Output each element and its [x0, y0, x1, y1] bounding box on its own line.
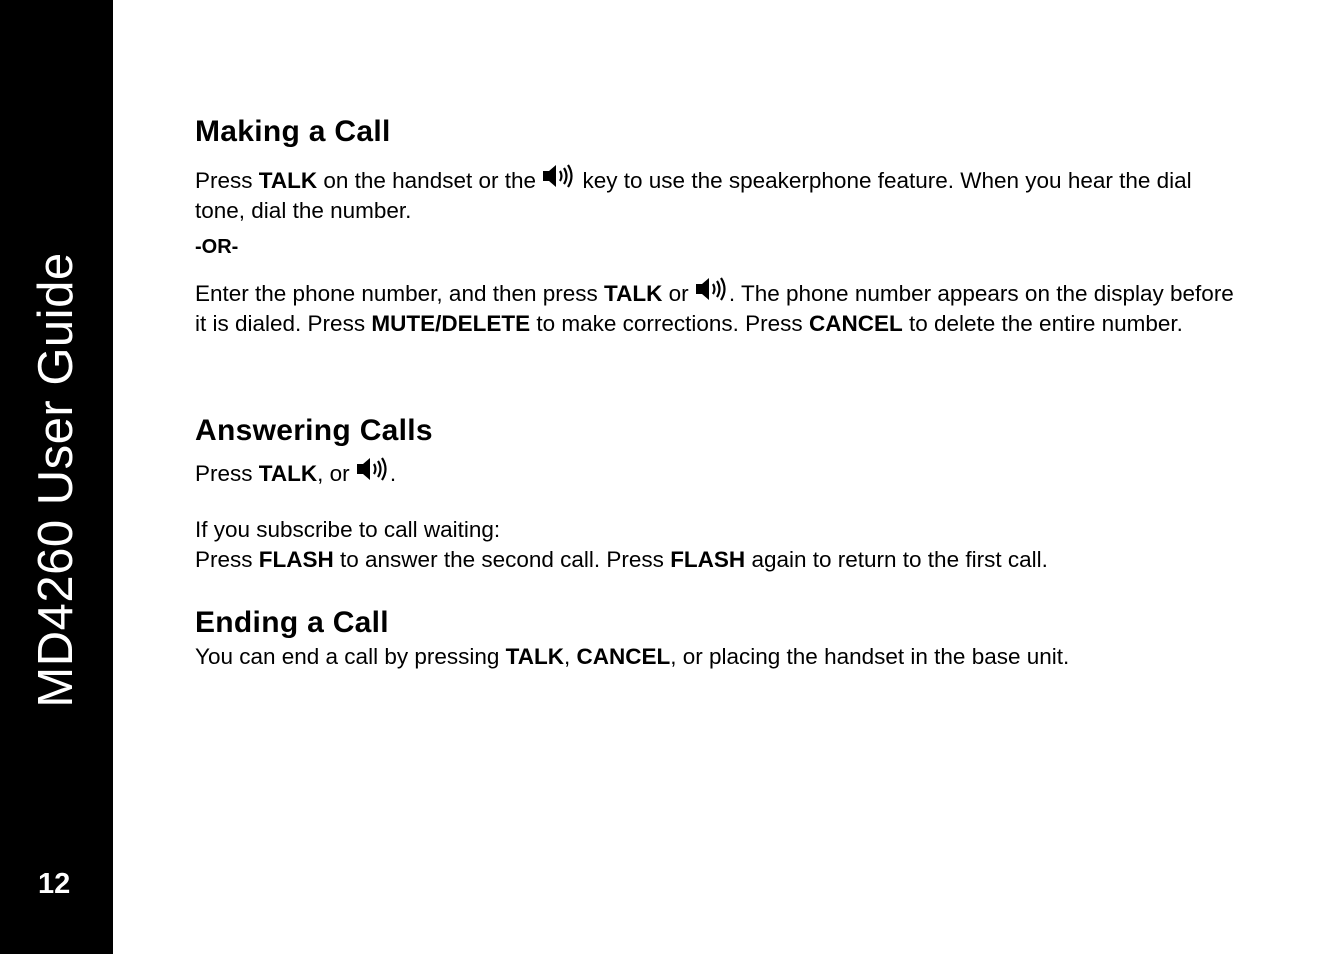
talk-key-label: TALK: [258, 168, 318, 193]
making-call-paragraph-1: [195, 163, 1235, 226]
text: or: [662, 281, 695, 306]
text: . The phone number appears on the display before it is dialed. Press: [195, 281, 1234, 336]
text: Enter the phone number, and then press: [195, 281, 605, 306]
speakerphone-icon: [542, 163, 576, 189]
text: Press: [195, 168, 259, 193]
answering-paragraph-2: If you subscribe to call waiting:: [195, 517, 501, 542]
heading-making-a-call: Making a Call: [195, 115, 391, 148]
text: on the handset or the: [317, 168, 543, 193]
text: to answer the second call. Press: [333, 547, 671, 572]
talk-key-label: TALK: [505, 644, 564, 669]
talk-key-label: TALK: [604, 281, 663, 306]
text: ,: [563, 644, 577, 669]
guide-title: MD4260 User Guide: [29, 252, 83, 708]
flash-key-label: FLASH: [670, 547, 746, 572]
or-separator: -OR-: [195, 236, 239, 258]
text: to make corrections. Press: [530, 311, 809, 336]
answering-paragraph-3: [195, 545, 1235, 575]
making-call-paragraph-2: [195, 276, 1235, 339]
speakerphone-icon: [356, 456, 390, 482]
text: You can end a call by pressing: [195, 644, 506, 669]
text: Press: [195, 461, 259, 486]
answering-paragraph-1: [195, 456, 1235, 489]
text: Press: [195, 547, 259, 572]
page-number: 12: [38, 868, 71, 900]
text: key to use the speakerphone feature. When you hear the dial tone, dial the number.: [195, 168, 1192, 223]
heading-answering-calls: Answering Calls: [195, 414, 433, 447]
text: .: [389, 461, 397, 486]
ending-paragraph-1: [195, 642, 1235, 672]
mute-delete-key-label: MUTE/DELETE: [371, 311, 531, 336]
text: , or placing the handset in the base unit.: [670, 644, 1070, 669]
talk-key-label: TALK: [258, 461, 318, 486]
cancel-key-label: CANCEL: [576, 644, 671, 669]
sidebar: [0, 0, 113, 954]
flash-key-label: FLASH: [258, 547, 334, 572]
heading-ending-a-call: Ending a Call: [195, 606, 389, 639]
text: again to return to the first call.: [745, 547, 1048, 572]
text: to delete the entire number.: [902, 311, 1183, 336]
text: , or: [317, 461, 356, 486]
cancel-key-label: CANCEL: [808, 311, 903, 336]
speakerphone-icon: [695, 276, 729, 302]
